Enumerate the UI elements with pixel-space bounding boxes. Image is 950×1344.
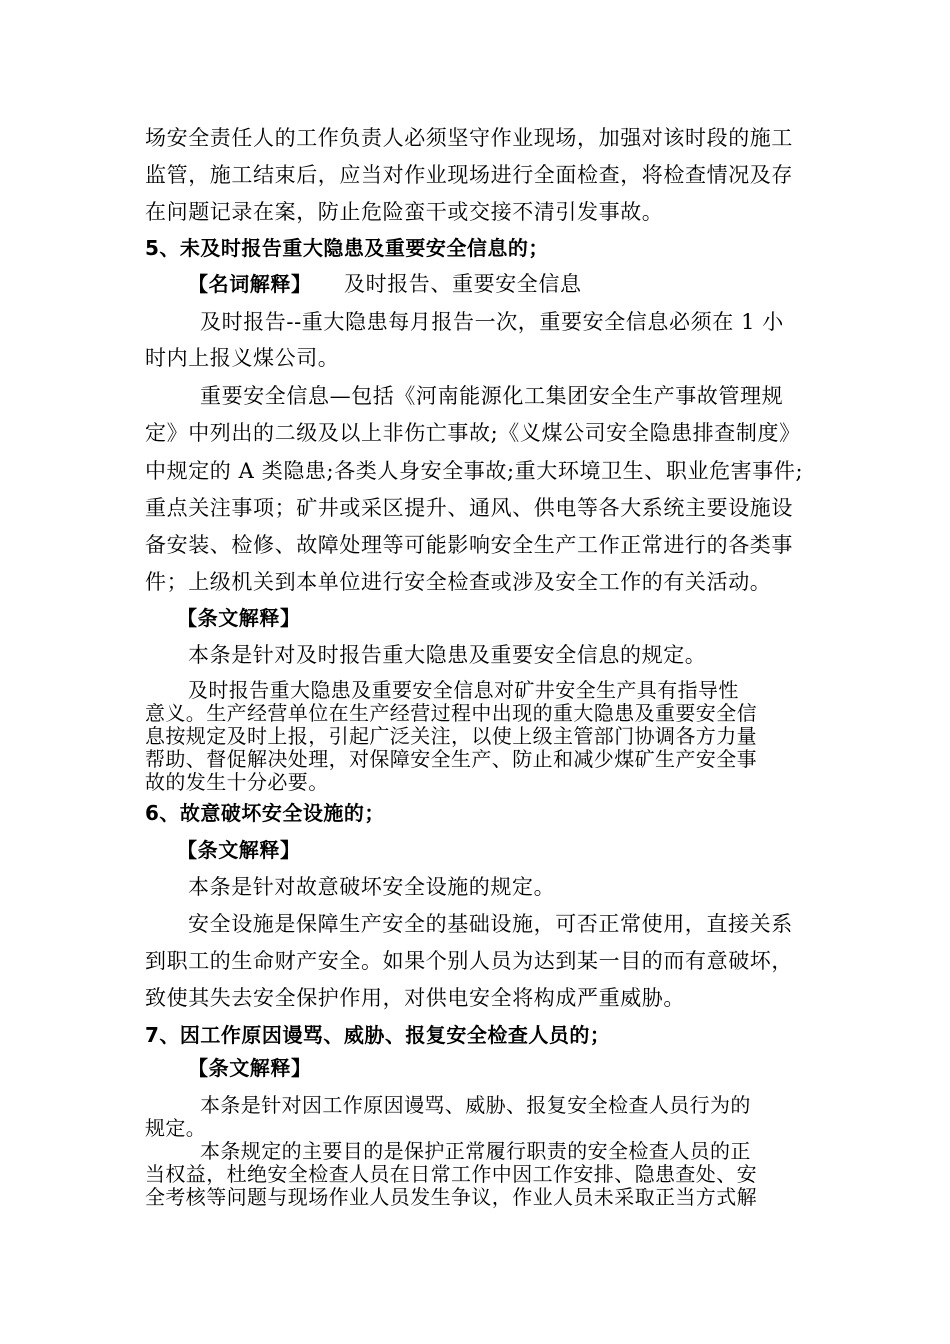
body-text-line: 及时报告--重大隐患每月报告一次，重要安全信息必须在 1 小 [200, 310, 784, 334]
body-text-line: 到职工的生命财产安全。如果个别人员为达到某一目的而有意破坏， [145, 949, 793, 973]
body-text-line: 当权益，杜绝安全检查人员在日常工作中因工作安排、隐患查处、安 [145, 1162, 757, 1186]
body-text-line: 定》中列出的二级及以上非伤亡事故;《义煤公司安全隐患排查制度》 [145, 421, 801, 445]
section-heading-7: 7、因工作原因谩骂、威胁、报复安全检查人员的； [145, 1023, 611, 1047]
body-text-line: 致使其失去安全保护作用，对供电安全将构成严重威胁。 [145, 986, 685, 1010]
term-list: 及时报告、重要安全信息 [344, 272, 582, 296]
body-text-line: 本条是针对因工作原因谩骂、威胁、报复安全检查人员行为的 [200, 1093, 751, 1117]
body-text-line: 本条规定的主要目的是保护正常履行职责的安全检查人员的正 [200, 1139, 751, 1163]
body-text-line: 意义。生产经营单位在生产经营过程中出现的重大隐患及重要安全信 [145, 701, 757, 725]
section-heading-5: 5、未及时报告重大隐患及重要安全信息的； [145, 236, 549, 260]
body-text-line: 帮助、督促解决处理，对保障安全生产、防止和减少煤矿生产安全事 [145, 747, 757, 771]
body-text-line: 息按规定及时上报，引起广泛关注，以使上级主管部门协调各方力量 [145, 724, 757, 748]
body-text-line: 时内上报义煤公司。 [145, 346, 340, 370]
body-text-line: 重点关注事项；矿井或采区提升、通风、供电等各大系统主要设施设 [145, 496, 793, 520]
body-text-line: 备安装、检修、故障处理等可能影响安全生产工作正常进行的各类事 [145, 533, 793, 557]
body-text-line: 监管，施工结束后，应当对作业现场进行全面检查，将检查情况及存 [145, 163, 793, 187]
body-text-line: 本条是针对故意破坏安全设施的规定。 [188, 875, 556, 899]
body-text-line: 本条是针对及时报告重大隐患及重要安全信息的规定。 [188, 643, 707, 667]
body-text-line: 在问题记录在案，防止危险蛮干或交接不清引发事故。 [145, 200, 664, 224]
clause-explanation-label: 【条文解释】 [177, 838, 301, 862]
body-text-line: 中规定的 A 类隐患;各类人身安全事故;重大环境卫生、职业危害事件; [145, 459, 804, 483]
body-text-line: 件；上级机关到本单位进行安全检查或涉及安全工作的有关活动。 [145, 570, 772, 594]
body-text-line: 规定。 [145, 1116, 207, 1140]
body-text-line: 安全设施是保障生产安全的基础设施，可否正常使用，直接关系 [188, 912, 793, 936]
section-heading-6: 6、故意破坏安全设施的； [145, 801, 385, 825]
body-text-line: 及时报告重大隐患及重要安全信息对矿井安全生产具有指导性 [188, 678, 739, 702]
clause-explanation-label: 【条文解释】 [177, 606, 301, 630]
body-text-line: 故的发生十分必要。 [145, 770, 329, 794]
body-text-line: 场安全责任人的工作负责人必须坚守作业现场，加强对该时段的施工 [145, 126, 793, 150]
body-text-line: 全考核等问题与现场作业人员发生争议，作业人员未采取正当方式解 [145, 1185, 757, 1209]
body-text-line: 重要安全信息—包括《河南能源化工集团安全生产事故管理规 [200, 384, 784, 408]
clause-explanation-label: 【条文解释】 [188, 1056, 312, 1080]
term-explanation-label: 【名词解释】 [188, 272, 312, 296]
